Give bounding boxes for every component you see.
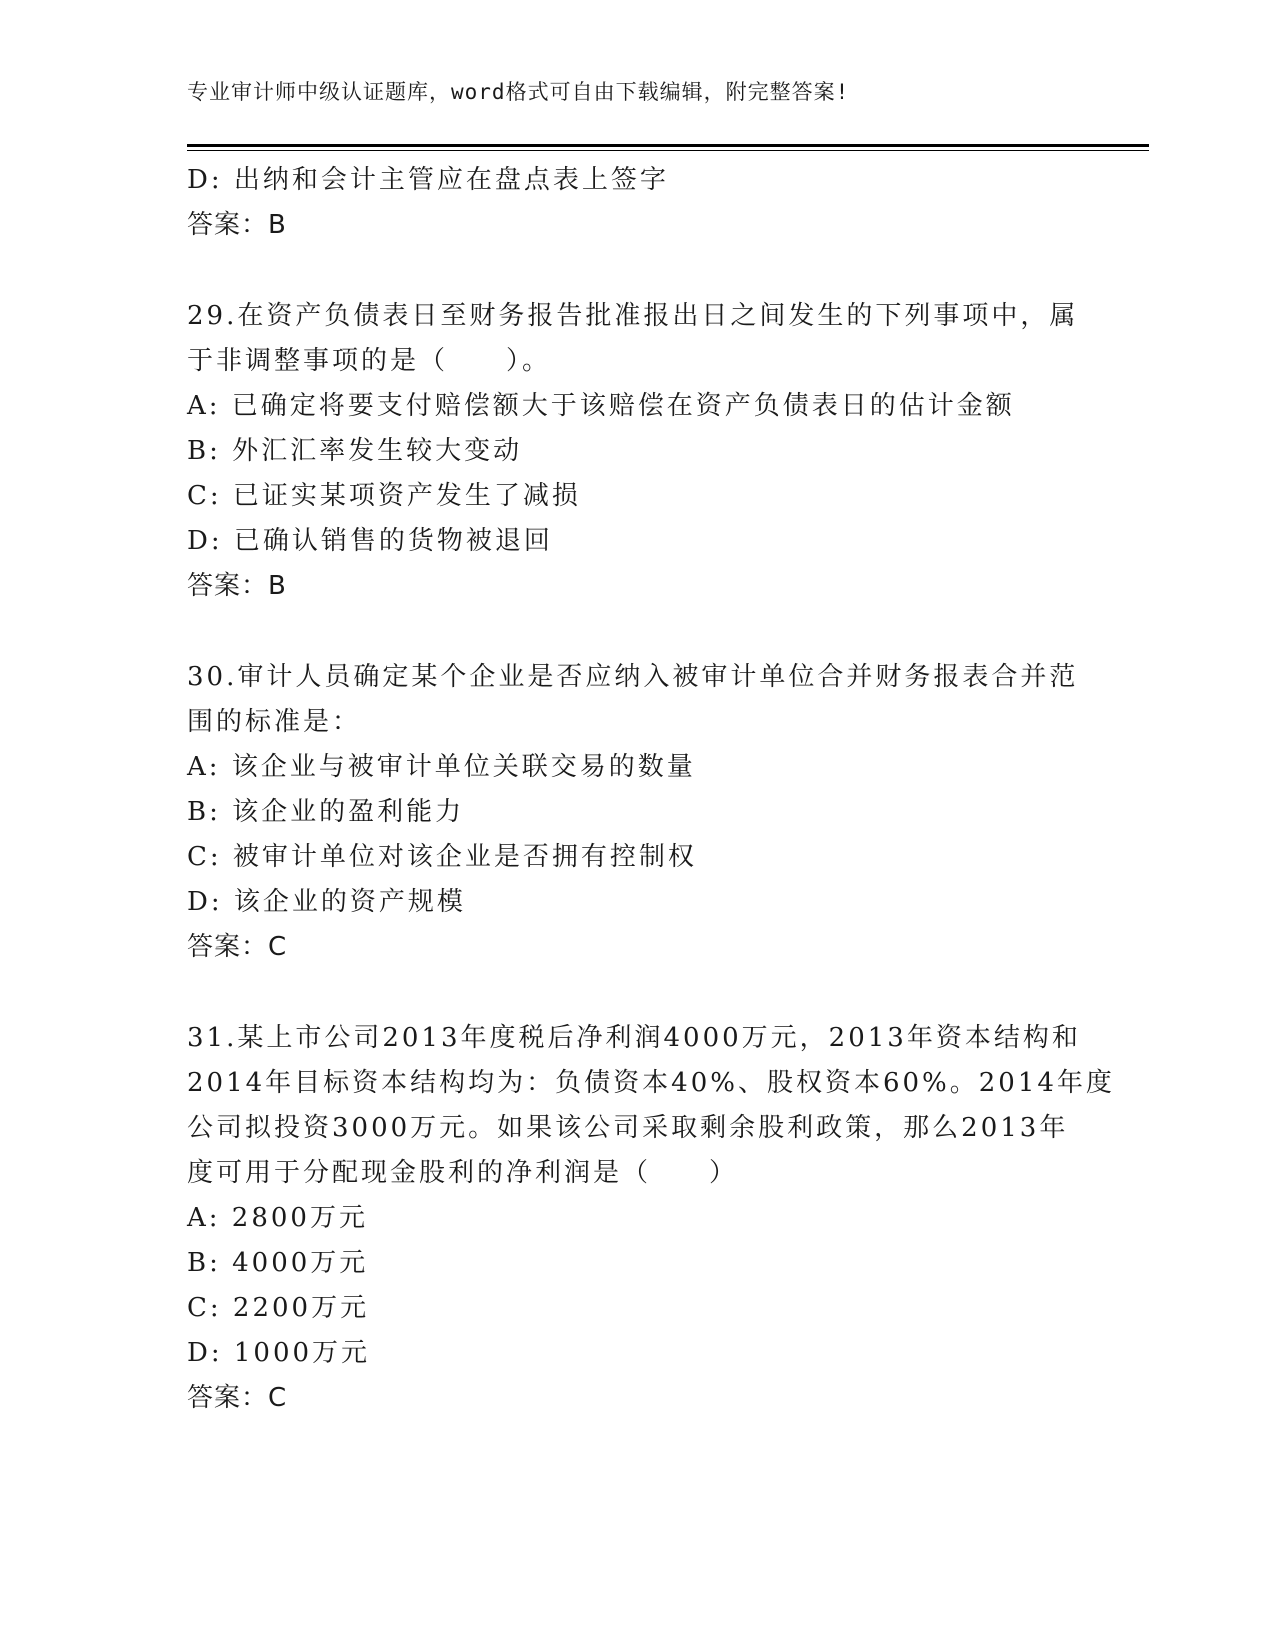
option-a: A: 该企业与被审计单位关联交易的数量	[187, 752, 696, 782]
question-stem: 31.某上市公司2013年度税后净利润4000万元，2013年资本结构和	[187, 1023, 1081, 1053]
question-stem: 公司拟投资3000万元。如果该公司采取剩余股利政策，那么2013年	[187, 1113, 1069, 1143]
option-c: C: 2200万元	[187, 1293, 370, 1323]
question-stem: 29.在资产负债表日至财务报告批准报出日之间发生的下列事项中，属	[187, 301, 1079, 331]
option-a: A: 2800万元	[187, 1203, 368, 1233]
question-stem: 30.审计人员确定某个企业是否应纳入被审计单位合并财务报表合并范	[187, 662, 1079, 692]
question-30	[187, 655, 1077, 970]
option-b: B: 该企业的盈利能力	[187, 797, 465, 827]
header-rule-thin	[187, 150, 1149, 151]
option-d: D: 已确认销售的货物被退回	[187, 526, 553, 556]
option-d: D: 出纳和会计主管应在盘点表上签字	[187, 165, 669, 195]
question-31	[187, 1016, 1115, 1421]
option-b: B: 4000万元	[187, 1248, 369, 1278]
question-stem: 2014年目标资本结构均为：负债资本40%、股权资本60%。2014年度	[187, 1068, 1115, 1098]
option-c: C: 已证实某项资产发生了减损	[187, 481, 581, 511]
question-29	[187, 294, 1077, 609]
answer: 答案：C	[187, 1383, 288, 1413]
question-stem: 于非调整事项的是（ ）。	[187, 346, 552, 376]
answer: 答案：B	[187, 210, 287, 240]
question-content	[187, 158, 1115, 1421]
question-stem: 围的标准是：	[187, 707, 362, 737]
option-d: D: 该企业的资产规模	[187, 887, 466, 917]
option-d: D: 1000万元	[187, 1338, 371, 1368]
option-c: C: 被审计单位对该企业是否拥有控制权	[187, 842, 697, 872]
option-b: B: 外汇汇率发生较大变动	[187, 436, 523, 466]
header-rule	[187, 144, 1149, 147]
page-header: 专业审计师中级认证题库，word格式可自由下载编辑，附完整答案!	[187, 80, 850, 104]
option-a: A: 已确定将要支付赔偿额大于该赔偿在资产负债表日的估计金额	[187, 391, 1015, 421]
answer: 答案：B	[187, 571, 287, 601]
answer: 答案：C	[187, 932, 288, 962]
question-stem: 度可用于分配现金股利的净利润是（ ）	[187, 1158, 739, 1188]
